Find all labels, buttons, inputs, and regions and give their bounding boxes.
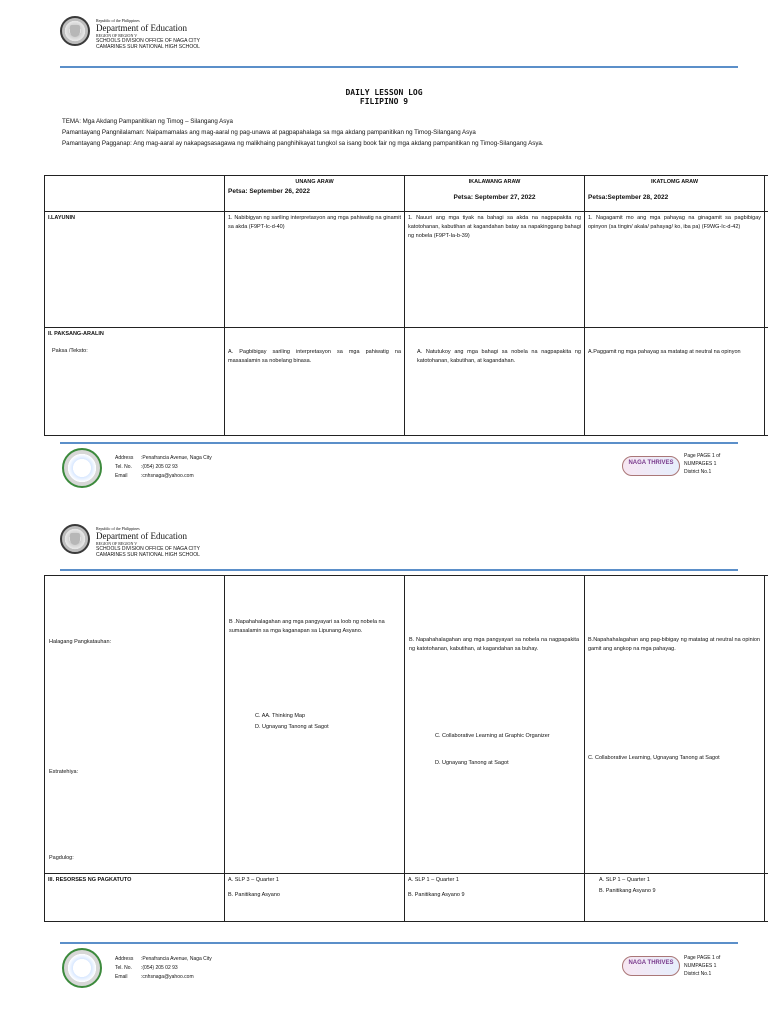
res-day1 [225, 874, 405, 922]
res-day3-a: A. SLP 1 – Quarter 1 [599, 877, 650, 883]
region-label: REGION OF REGION V [96, 33, 138, 38]
page-line-1: Page PAGE 1 of [684, 955, 721, 961]
email-label: Email [115, 974, 128, 980]
pangnilalaman-line: Pamantayang Pangnilalaman: Naipamamalas ang mag-aaral ng pag-unawa at pagpapahalaga sa mga akdang pampanitikan ng Timog-Silangang Asya [62, 129, 476, 136]
paksa-day3: A.Paggamit ng mga pahayag sa matatag at neutral na opinyon [585, 328, 765, 436]
res-day1-b: B. Panitikang Asyano [228, 892, 280, 898]
email-value: :cnhsnaga@yahoo.com [141, 473, 194, 479]
division-label: SCHOOLS DIVISION OFFICE OF NAGA CITY [96, 546, 200, 552]
estratehiya-label: Estratehiya: [49, 769, 79, 775]
day1-header [225, 176, 405, 212]
school-label: CAMARINES SUR NATIONAL HIGH SCHOOL [96, 44, 200, 50]
footer-contact [115, 955, 212, 982]
halaga-day3: B.Napahahalagahan ang pag-bibigay ng matatag at neutral na opinion gamit ang angkop na mga pahayag. [588, 637, 760, 652]
page-line-3: District No.1 [684, 469, 712, 475]
edge-cell [765, 328, 768, 436]
footer-divider [60, 442, 738, 444]
naga-thrives-logo: NAGA THRIVES [622, 456, 680, 476]
page-info [684, 954, 720, 978]
page-info [684, 452, 720, 476]
day1-date: Petsa: September 26, 2022 [228, 188, 311, 195]
footer-contact [115, 454, 212, 481]
day3-title: IKATLOMG ARAW [650, 179, 699, 185]
division-label: SCHOOLS DIVISION OFFICE OF NAGA CITY [96, 38, 200, 44]
res-day2 [405, 874, 585, 922]
row-labels-cell [45, 576, 225, 874]
address-label: Address [115, 956, 134, 962]
address-label: Address [115, 455, 134, 461]
strat-day1-b: D. Ugnayang Tanong at Sagot [255, 724, 329, 730]
deped-seal-icon [60, 524, 90, 554]
day1-title: UNANG ARAW [295, 179, 334, 185]
paksa-day2: A. Natutukoy ang mga bahagi sa nobela na nagpapakita ng katotohanan, kabutihan, at kagandahan. [405, 328, 585, 436]
school-seal-icon [62, 948, 102, 988]
deped-seal-icon [60, 16, 90, 46]
department-label: Department of Education [96, 23, 187, 33]
page-line-1: Page PAGE 1 of [684, 453, 721, 459]
page-line-2: NUMPAGES 1 [684, 963, 717, 969]
header-divider [60, 569, 738, 571]
tel-value: :(054) 205 02 93 [141, 965, 178, 971]
footer-divider [60, 942, 738, 944]
res-day1-a: A. SLP 3 – Quarter 1 [228, 877, 279, 883]
paksa-sub-label: Paksa /Teksto: [52, 348, 88, 354]
republic-label: Republic of the Philippines [96, 526, 140, 531]
strat-day2-a: C. Collaborative Learning at Graphic Organizer [435, 733, 550, 739]
day2-header [405, 176, 585, 212]
day3-date: Petsa:September 28, 2022 [588, 194, 669, 201]
address-value: :Penafrancia Avenue, Naga City [141, 455, 212, 461]
school-label: CAMARINES SUR NATIONAL HIGH SCHOOL [96, 552, 200, 558]
page-title: DAILY LESSON LOG [345, 88, 423, 97]
day3-header [585, 176, 765, 212]
email-value: :cnhsnaga@yahoo.com [141, 974, 194, 980]
res-day3-b: B. Panitikang Asyano 9 [599, 888, 656, 894]
republic-label: Republic of the Philippines [96, 18, 140, 23]
tel-label: Tel. No. [115, 965, 132, 971]
strat-day2-b: D. Ugnayang Tanong at Sagot [435, 760, 509, 766]
strat-day1-a: C. AA. Thinking Map [255, 713, 306, 719]
layunin-label: I.LAYUNIN [45, 212, 225, 328]
layunin-day3: 1. Nagagamit mo ang mga pahayag na ginagamit sa pagbibigay opinyon (sa tingin/ akala/ pahayag/ ko, iba pa) (F9WG-Ic-d-42) [585, 212, 765, 328]
page-subtitle: FILIPINO 9 [359, 97, 409, 106]
edge-cell [765, 874, 768, 922]
header-block [96, 18, 200, 50]
naga-thrives-logo: NAGA THRIVES [622, 956, 680, 976]
region-label: REGION OF REGION V [96, 541, 138, 546]
tel-label: Tel. No. [115, 464, 132, 470]
header-divider [60, 66, 738, 68]
tema-line: TEMA: Mga Akdang Pampanitikan ng Timog – Silangang Asya [62, 118, 233, 125]
day2-date: Petsa: September 27, 2022 [453, 194, 536, 201]
school-seal-icon [62, 448, 102, 488]
halaga-day2: B. Napahahalagahan ang mga pangyayari sa nobela na nagpapakita ng katotohanan, kabutihan, at kagandahan sa buhay. [409, 637, 579, 652]
day2-values-cell [405, 576, 585, 874]
day3-values-cell [585, 576, 765, 874]
corner-cell [45, 176, 225, 212]
lesson-table-2 [44, 575, 768, 922]
day2-title: IKALAWANG ARAW [468, 179, 521, 185]
pagdulog-label: Pagdulog: [49, 855, 74, 861]
edge-cell [765, 576, 768, 874]
resorses-label: III. RESORSES NG PAGKATUTO [45, 874, 225, 922]
res-day2-b: B. Panitikang Asyano 9 [408, 892, 465, 898]
halaga-day1: B .Napahahalagahan ang mga pangyayari sa loob ng nobela na sumasalamin sa mga kaganapan sa Lipunang Asyano. [229, 619, 385, 634]
res-day2-a: A. SLP 1 – Quarter 1 [408, 877, 459, 883]
page-line-2: NUMPAGES 1 [684, 461, 717, 467]
paksa-label: II. PAKSANG-ARALIN [48, 331, 104, 337]
paksa-cell [45, 328, 225, 436]
department-label: Department of Education [96, 531, 187, 541]
layunin-day1: 1. Nabibigyan ng sariling interpretasyon ang mga pahiwatig na ginamit sa akda (F9PT-Ic-d-40) [225, 212, 405, 328]
edge-cell [765, 212, 768, 328]
page-line-3: District No.1 [684, 971, 712, 977]
lesson-table-1 [44, 175, 768, 436]
strat-day3: C. Collaborative Learning, Ugnayang Tanong at Sagot [588, 755, 720, 761]
pagganap-line: Pamantayang Pagganap: Ang mag-aaral ay nakapagsasagawa ng malikhaing panghihikayat tungkol sa isang book fair ng mga akdang pampanitikan ng Timog-Silangang Asya. [62, 140, 544, 147]
res-day3 [585, 874, 765, 922]
layunin-day2: 1. Nauuri ang mga tiyak na bahagi sa akda na nagpapakita ng katotohanan, kabutihan at kagandahan batay sa napakinggang bahagi ng nobela (F9PT-Ia-b-39) [405, 212, 585, 328]
address-value: :Penafrancia Avenue, Naga City [141, 956, 212, 962]
halagang-label: Halagang Pangkatauhan: [49, 639, 112, 645]
edge-cell [765, 176, 768, 212]
paksa-day1: A. Pagbibigay sariling interpretasyon sa mga pahiwatig na masasalamin sa nobelang binasa. [225, 328, 405, 436]
email-label: Email [115, 473, 128, 479]
day1-values-cell [225, 576, 405, 874]
header-block-2 [96, 526, 200, 558]
tel-value: :(054) 205 02 93 [141, 464, 178, 470]
